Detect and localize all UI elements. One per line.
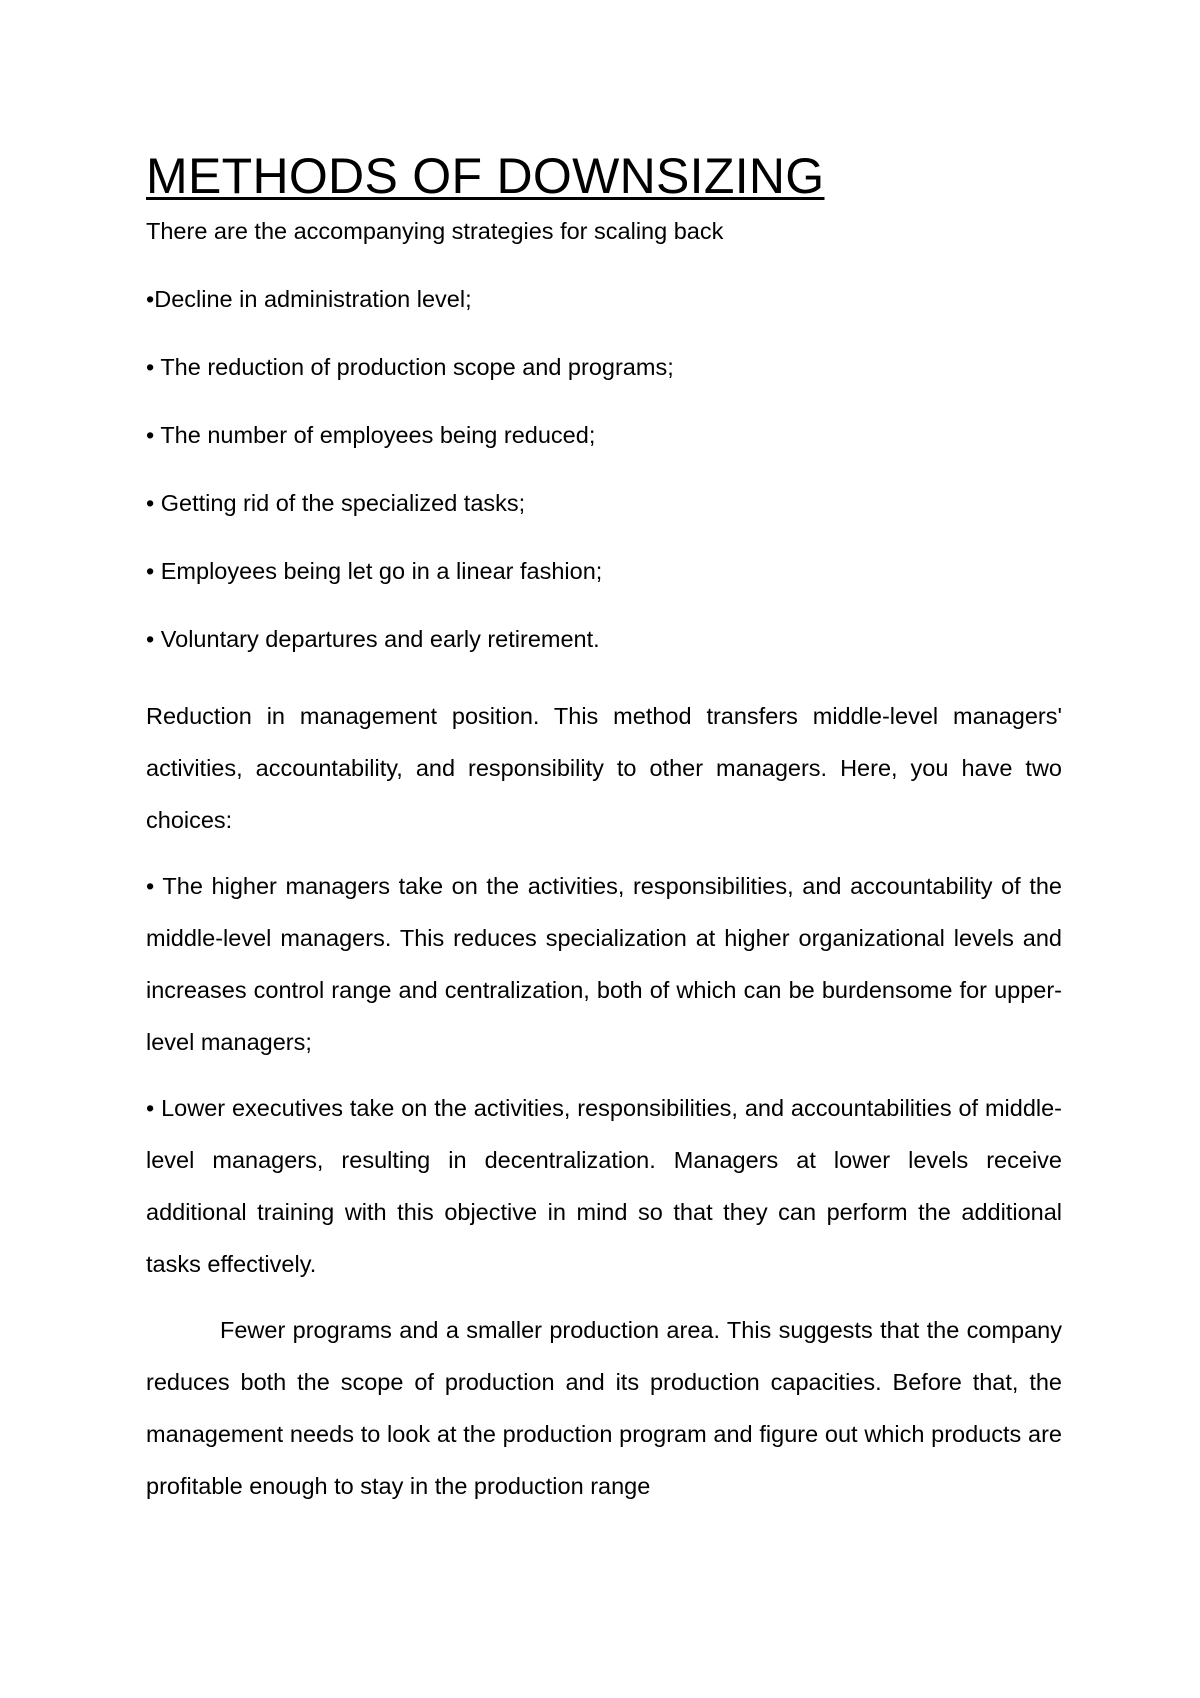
document-body — [146, 144, 1062, 1512]
paragraph-management-reduction: Reduction in management position. This method transfers middle-level managers' activities, accountability, and responsibility to other managers. Here, you have two choices: — [146, 703, 1062, 833]
strategy-item: •Decline in administration level; — [146, 286, 472, 312]
strategy-item: • Employees being let go in a linear fashion; — [146, 558, 603, 584]
strategy-item: • Getting rid of the specialized tasks; — [146, 490, 526, 516]
paragraph-choice-higher-managers: • The higher managers take on the activities, responsibilities, and accountability of the middle-level managers. This reduces specialization at higher organizational levels and increases control range and centralization, both of which can be burdensome for upper-level managers; — [146, 873, 1062, 1055]
strategy-item: • Voluntary departures and early retirement. — [146, 626, 600, 652]
document-title: METHODS OF DOWNSIZING — [146, 148, 825, 204]
strategy-item: • The reduction of production scope and programs; — [146, 354, 674, 380]
strategy-list — [146, 284, 1062, 654]
strategy-item: • The number of employees being reduced; — [146, 422, 596, 448]
paragraph-choice-lower-executives: • Lower executives take on the activities, responsibilities, and accountabilities of middle-level managers, resulting in decentralization. Managers at lower levels receive additional training with this objective in mind so that they can perform the additional tasks effectively. — [146, 1095, 1062, 1277]
intro-text: There are the accompanying strategies for scaling back — [146, 218, 724, 244]
paragraph-fewer-programs: Fewer programs and a smaller production area. This suggests that the company reduces both the scope of production and its production capacities. Before that, the management needs to look at the production program and figure out which products are profitable enough to stay in the production range — [146, 1317, 1062, 1499]
